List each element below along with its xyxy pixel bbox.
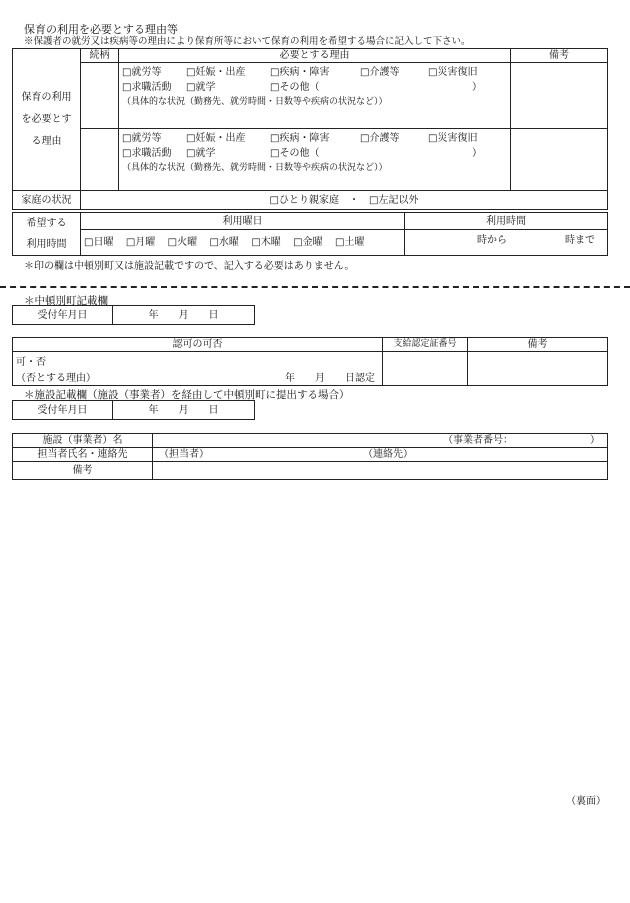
desired-label: 希望する 利用時間: [13, 213, 81, 256]
day-monday[interactable]: □月曜: [125, 237, 156, 249]
option-pregnancy[interactable]: □妊娠・出産: [186, 67, 246, 78]
facility-received-date[interactable]: 年 月 日: [113, 401, 255, 420]
facility-section-title: ＊施設記載欄（施設（事業者）を経由して中頓別町に提出する場合）: [24, 389, 350, 401]
hours-cell[interactable]: [405, 230, 608, 256]
footnote: ＊印の欄は中頓別町又は施設記載ですので、記入する必要はありません。: [24, 261, 355, 272]
section-note: ※保護者の就労又は疾病等の理由により保育所等において保育の利用を希望する場合に記入して下さい。: [24, 36, 471, 47]
reason-cell-2[interactable]: [119, 129, 511, 191]
day-sunday[interactable]: □日曜: [84, 237, 114, 249]
option-other[interactable]: □その他（: [270, 148, 320, 159]
contact-cell[interactable]: [153, 448, 608, 462]
approval-remarks-header: 備考: [468, 338, 608, 352]
day-tuesday[interactable]: □火曜: [167, 237, 198, 249]
reason-row-header: 保育の利用 を必要とす る理由: [13, 49, 81, 191]
approval-cell[interactable]: [13, 352, 383, 386]
approve-text: 可・否: [16, 357, 46, 368]
option-other[interactable]: □その他（: [270, 82, 320, 93]
option-care[interactable]: □介護等: [360, 133, 400, 144]
facility-received-label: 受付年月日: [13, 401, 113, 420]
option-other-close: ）: [472, 82, 482, 93]
approval-header: 認可の可否: [13, 338, 383, 352]
detail-note: （具体的な状況（勤務先、就労時間・日数等や疾病の状況など））: [122, 163, 388, 173]
page-marker: （裏面）: [566, 796, 606, 807]
relation-cell-1[interactable]: [81, 63, 119, 129]
facility-received-table: [12, 400, 255, 420]
detail-note: （具体的な状況（勤務先、就労時間・日数等や疾病の状況など））: [122, 97, 388, 107]
cut-line: [0, 286, 630, 288]
section-title: 保育の利用を必要とする理由等: [24, 23, 178, 36]
facility-table: [12, 433, 608, 480]
cert-cell[interactable]: [383, 352, 468, 386]
days-cell: [81, 230, 405, 256]
day-friday[interactable]: □金曜: [293, 237, 323, 249]
desired-time-table: [12, 212, 608, 256]
relation-cell-2[interactable]: [81, 129, 119, 191]
approval-date: 年 月 日認定: [285, 373, 375, 384]
reason-header: 必要とする理由: [119, 49, 511, 63]
option-school[interactable]: □就学: [186, 148, 216, 159]
option-job-seeking[interactable]: □求職活動: [122, 148, 172, 159]
approval-remarks-cell[interactable]: [468, 352, 608, 386]
option-job-seeking[interactable]: □求職活動: [122, 82, 172, 93]
option-work[interactable]: □就労等: [122, 133, 162, 144]
option-pregnancy[interactable]: □妊娠・出産: [186, 133, 246, 144]
facility-remarks-cell[interactable]: [153, 462, 608, 480]
reason-cell-1[interactable]: [119, 63, 511, 129]
cert-header: 支給認定証番号: [383, 338, 468, 352]
day-saturday[interactable]: □土曜: [334, 237, 365, 249]
remarks-cell-1[interactable]: [511, 63, 608, 129]
option-work[interactable]: □就労等: [122, 67, 162, 78]
town-received-table: [12, 305, 255, 325]
from-text: 時から: [477, 235, 507, 247]
day-wednesday[interactable]: □水曜: [209, 237, 239, 249]
operator-number: （事業者番号：: [443, 435, 513, 446]
contact-text: （連絡先）: [363, 449, 413, 460]
person-text: （担当者）: [159, 449, 209, 460]
operator-close: ）: [590, 435, 600, 446]
town-received-date[interactable]: 年 月 日: [113, 306, 255, 325]
remarks-cell-2[interactable]: [511, 129, 608, 191]
relation-header: 続柄: [81, 49, 119, 63]
family-label: 家庭の状況: [13, 191, 81, 210]
option-disaster[interactable]: □災害復旧: [428, 133, 478, 144]
facility-name-label: 施設（事業者）名: [13, 434, 153, 448]
option-care[interactable]: □介護等: [360, 67, 400, 78]
approval-table: [12, 337, 608, 386]
option-school[interactable]: □就学: [186, 82, 216, 93]
contact-label: 担当者氏名・連絡先: [13, 448, 153, 462]
remarks-header: 備考: [511, 49, 608, 63]
option-disaster[interactable]: □災害復旧: [428, 67, 478, 78]
option-illness[interactable]: □疾病・障害: [270, 133, 330, 144]
reason-table: [12, 48, 608, 210]
town-section-title: ＊中頓別町記載欄: [24, 295, 108, 307]
to-text: 時まで: [565, 235, 595, 247]
reason-text: （否とする理由）: [16, 373, 96, 384]
facility-name-cell[interactable]: [153, 434, 608, 448]
town-received-label: 受付年月日: [13, 306, 113, 325]
hours-header: 利用時間: [405, 213, 608, 230]
option-other-close: ）: [472, 148, 482, 159]
day-thursday[interactable]: □木曜: [251, 237, 281, 249]
family-options[interactable]: □ひとり親家庭 ・ □左記以外: [81, 191, 608, 210]
option-illness[interactable]: □疾病・障害: [270, 67, 330, 78]
facility-remarks-label: 備考: [13, 462, 153, 480]
days-header: 利用曜日: [81, 213, 405, 230]
